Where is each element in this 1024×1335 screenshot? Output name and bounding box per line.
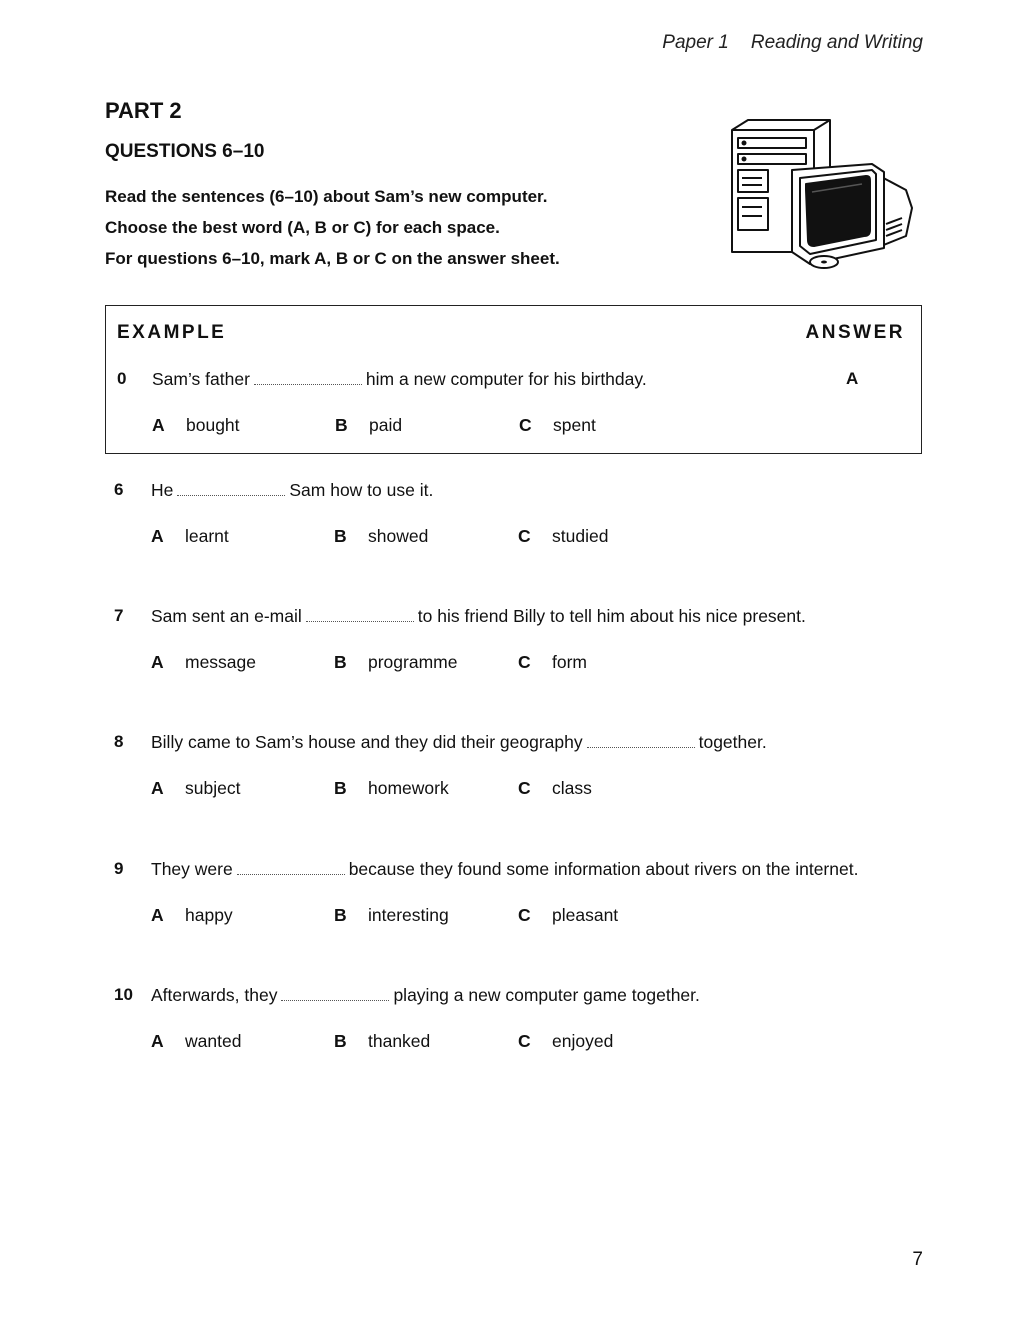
text-before-blank: They were bbox=[151, 859, 233, 879]
option-word: bought bbox=[186, 415, 240, 435]
section-label: Reading and Writing bbox=[750, 32, 923, 53]
option-letter: C bbox=[518, 1031, 531, 1051]
answer-blank bbox=[254, 370, 362, 385]
text-before-blank: Sam sent an e-mail bbox=[151, 606, 302, 626]
option-letter: A bbox=[151, 526, 164, 546]
option-a[interactable] bbox=[151, 526, 229, 547]
question-number: 10 bbox=[114, 985, 133, 1004]
option-letter: A bbox=[151, 905, 164, 925]
option-a[interactable] bbox=[151, 652, 256, 673]
option-b bbox=[335, 415, 402, 436]
option-letter: C bbox=[518, 905, 531, 925]
answer-blank bbox=[587, 733, 695, 748]
example-options bbox=[106, 415, 926, 439]
instruction-line: For questions 6–10, mark A, B or C on the answer sheet. bbox=[105, 249, 560, 268]
answer-blank bbox=[177, 481, 285, 496]
question-number: 0 bbox=[117, 369, 127, 388]
option-word: happy bbox=[185, 905, 233, 925]
option-letter: C bbox=[519, 415, 532, 435]
option-letter: A bbox=[151, 652, 164, 672]
answer-blank bbox=[281, 986, 389, 1001]
option-word: paid bbox=[369, 415, 403, 435]
option-letter: A bbox=[152, 415, 165, 435]
instruction-line: Read the sentences (6–10) about Sam’s new computer. bbox=[105, 187, 548, 206]
instruction-line: Choose the best word (A, B or C) for each space. bbox=[105, 218, 500, 237]
answer-label: ANSWER bbox=[805, 322, 905, 343]
option-word: spent bbox=[553, 415, 596, 435]
questions-title: QUESTIONS 6–10 bbox=[105, 141, 265, 162]
options bbox=[114, 652, 934, 676]
option-word: thanked bbox=[368, 1031, 431, 1051]
running-header bbox=[662, 32, 923, 54]
paper-label: Paper 1 bbox=[662, 32, 729, 53]
option-letter: B bbox=[335, 415, 348, 435]
option-letter: B bbox=[334, 652, 347, 672]
answer-blank bbox=[306, 607, 414, 622]
option-word: interesting bbox=[368, 905, 449, 925]
option-c bbox=[519, 415, 596, 436]
option-word: enjoyed bbox=[552, 1031, 614, 1051]
option-word: subject bbox=[185, 778, 241, 798]
option-b[interactable] bbox=[334, 652, 457, 673]
option-word: form bbox=[552, 652, 587, 672]
text-before-blank: Afterwards, they bbox=[151, 985, 278, 1005]
question-7 bbox=[114, 606, 934, 696]
text-after-blank: him a new computer for his birthday. bbox=[365, 369, 647, 389]
options bbox=[114, 1031, 934, 1055]
option-a[interactable] bbox=[151, 905, 233, 926]
option-c[interactable] bbox=[518, 526, 608, 547]
instructions bbox=[105, 185, 560, 278]
option-b[interactable] bbox=[334, 526, 428, 547]
option-word: homework bbox=[368, 778, 449, 798]
question-text bbox=[151, 985, 700, 1006]
question-10 bbox=[114, 985, 934, 1075]
option-letter: B bbox=[334, 526, 347, 546]
option-letter: B bbox=[334, 778, 347, 798]
question-9 bbox=[114, 859, 934, 949]
question-number: 7 bbox=[114, 606, 124, 625]
option-a[interactable] bbox=[151, 778, 240, 799]
option-letter: C bbox=[518, 526, 531, 546]
example-label: EXAMPLE bbox=[117, 322, 227, 343]
option-letter: C bbox=[518, 652, 531, 672]
option-word: programme bbox=[368, 652, 458, 672]
option-letter: A bbox=[151, 1031, 164, 1051]
question-6 bbox=[114, 480, 934, 570]
example-answer: A bbox=[846, 369, 859, 388]
option-word: learnt bbox=[185, 526, 229, 546]
option-b[interactable] bbox=[334, 1031, 430, 1052]
option-word: showed bbox=[368, 526, 429, 546]
question-text bbox=[151, 859, 858, 880]
options bbox=[114, 905, 934, 929]
text-after-blank: together. bbox=[698, 732, 767, 752]
example-box bbox=[105, 305, 922, 454]
question-text bbox=[152, 369, 647, 390]
option-a[interactable] bbox=[151, 1031, 241, 1052]
question-number: 6 bbox=[114, 480, 124, 499]
page-number: 7 bbox=[912, 1249, 923, 1270]
option-c[interactable] bbox=[518, 778, 592, 799]
question-8 bbox=[114, 732, 934, 822]
text-before-blank: He bbox=[151, 480, 174, 500]
option-word: wanted bbox=[185, 1031, 242, 1051]
option-word: message bbox=[185, 652, 257, 672]
computer-icon bbox=[726, 112, 916, 277]
option-c[interactable] bbox=[518, 1031, 613, 1052]
option-letter: C bbox=[518, 778, 531, 798]
option-c[interactable] bbox=[518, 905, 618, 926]
options bbox=[114, 778, 934, 802]
option-c[interactable] bbox=[518, 652, 587, 673]
answer-blank bbox=[237, 860, 345, 875]
text-before-blank: Billy came to Sam’s house and they did their geography bbox=[151, 732, 583, 752]
option-b[interactable] bbox=[334, 905, 449, 926]
option-word: pleasant bbox=[552, 905, 619, 925]
text-after-blank: because they found some information about rivers on the internet. bbox=[348, 859, 859, 879]
text-after-blank: Sam how to use it. bbox=[289, 480, 434, 500]
text-after-blank: to his friend Billy to tell him about his nice present. bbox=[417, 606, 806, 626]
option-word: class bbox=[552, 778, 592, 798]
question-text bbox=[151, 606, 806, 627]
option-word: studied bbox=[552, 526, 609, 546]
option-a bbox=[152, 415, 240, 436]
question-text bbox=[151, 732, 767, 753]
option-b[interactable] bbox=[334, 778, 449, 799]
option-letter: B bbox=[334, 905, 347, 925]
question-text bbox=[151, 480, 433, 501]
option-letter: A bbox=[151, 778, 164, 798]
part-title: PART 2 bbox=[105, 98, 182, 123]
options bbox=[114, 526, 934, 550]
text-before-blank: Sam’s father bbox=[152, 369, 250, 389]
text-after-blank: playing a new computer game together. bbox=[393, 985, 700, 1005]
question-number: 8 bbox=[114, 732, 124, 751]
question-number: 9 bbox=[114, 859, 124, 878]
option-letter: B bbox=[334, 1031, 347, 1051]
